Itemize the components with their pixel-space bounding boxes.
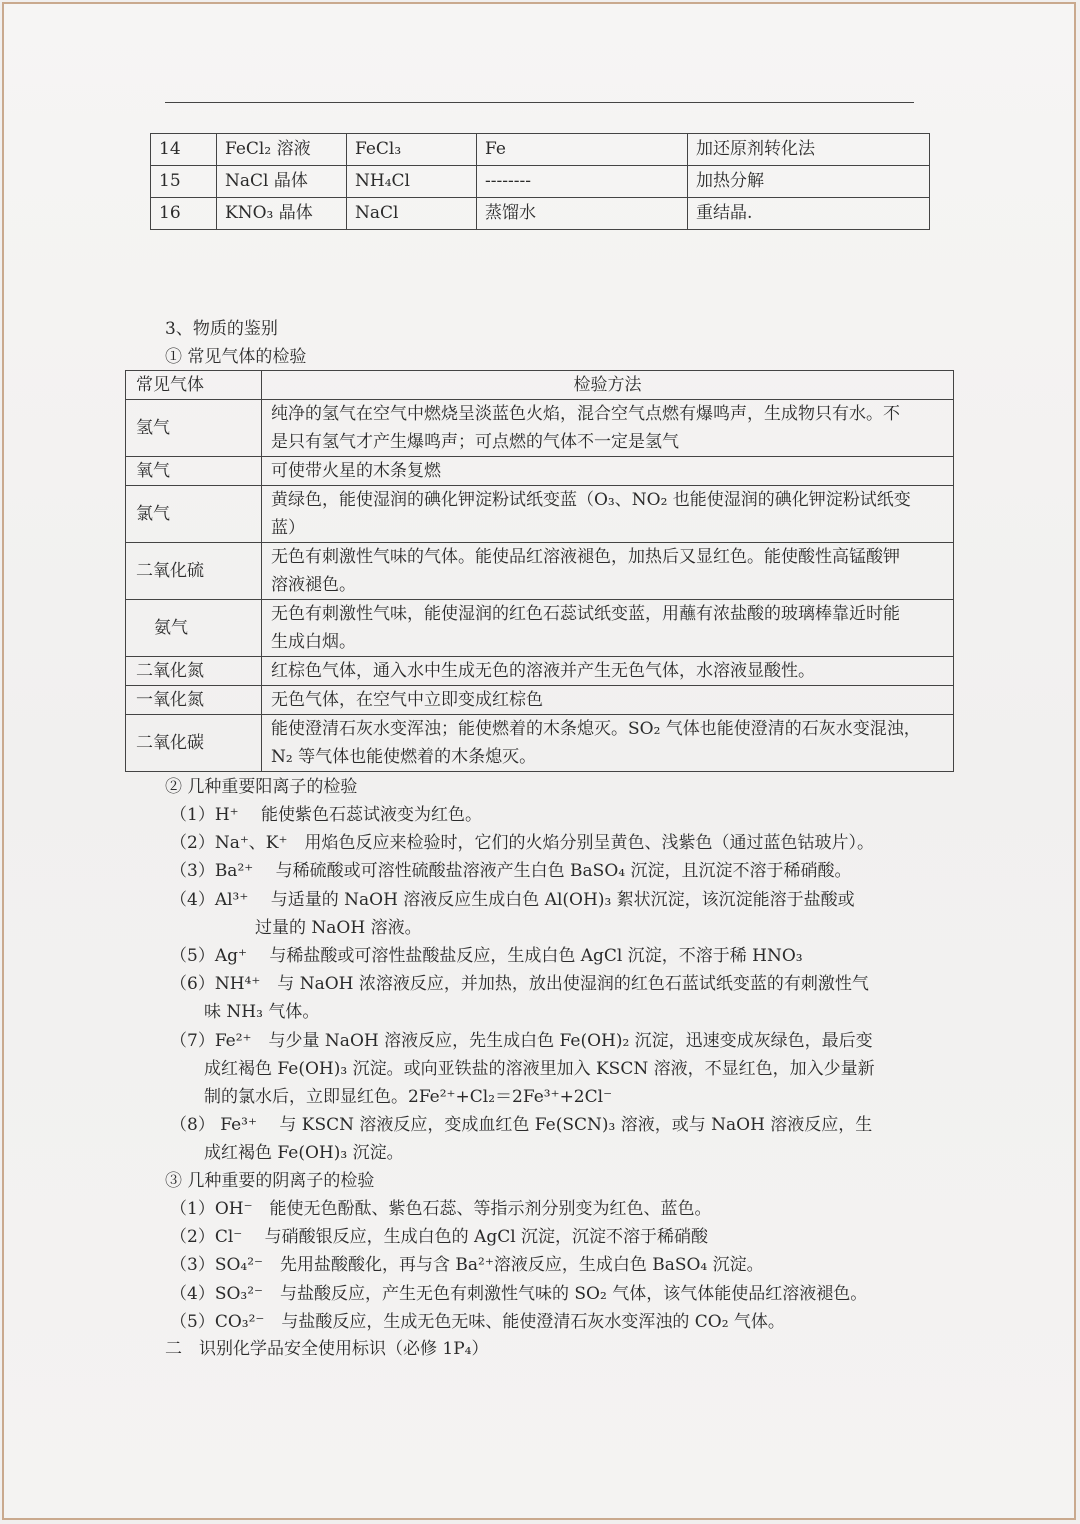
table-row: [151, 166, 930, 198]
table-header-row: [126, 371, 954, 400]
gas-name: 氧气: [126, 457, 262, 486]
cell-target: KNO₃ 晶体: [217, 198, 347, 230]
subsection-title-anions: ③ 几种重要的阴离子的检验: [165, 1171, 375, 1191]
table-row: [151, 198, 930, 230]
cell-impurity: FeCl₃: [347, 134, 477, 166]
table-row: [126, 715, 954, 772]
cell-reagent: --------: [477, 166, 688, 198]
list-item: （4）SO₃²⁻ 与盐酸反应，产生无色有刺激性气味的 SO₂ 气体，该气体能使品红溶液褪色。: [170, 1283, 868, 1304]
list-item: （1）OH⁻ 能使无色酚酞、紫色石蕊、等指示剂分别变为红色、蓝色。: [170, 1199, 712, 1219]
method-line: 无色有刺激性气味的气体。能使品红溶液褪色，加热后又显红色。能使酸性高锰酸钾: [271, 547, 900, 567]
list-item: 成红褐色 Fe(OH)₃ 沉淀。或向亚铁盐的溶液里加入 KSCN 溶液，不显红色，加入少量新: [170, 1058, 875, 1079]
cell-method: 加热分解: [688, 166, 930, 198]
separation-table: [150, 133, 930, 230]
list-item: （4）Al³⁺ 与适量的 NaOH 溶液反应生成白色 Al(OH)₃ 絮状沉淀，该沉淀能溶于盐酸或: [170, 889, 855, 910]
method-line: 蓝）: [271, 518, 305, 538]
list-item: 制的氯水后，立即显红色。2Fe²⁺+Cl₂＝2Fe³⁺+2Cl⁻: [170, 1087, 613, 1107]
cell-no: 16: [151, 198, 217, 230]
cell-no: 15: [151, 166, 217, 198]
method-line: 能使澄清石灰水变浑浊；能使燃着的木条熄灭。SO₂ 气体也能使澄清的石灰水变混浊，: [271, 719, 921, 739]
gas-method: [262, 400, 954, 457]
header-gas: 常见气体: [126, 371, 262, 400]
gas-name: 一氧化氮: [126, 686, 262, 715]
table-row: [151, 134, 930, 166]
table-row: [126, 686, 954, 715]
gas-name: 二氧化氮: [126, 657, 262, 686]
list-item: （1）H⁺ 能使紫色石蕊试液变为红色。: [170, 805, 483, 825]
table-row: [126, 457, 954, 486]
list-item: 味 NH₃ 气体。: [170, 1002, 320, 1023]
list-item: （6）NH⁴⁺ 与 NaOH 浓溶液反应，并加热，放出使湿润的红色石蓝试纸变蓝的有刺激性气: [170, 974, 869, 995]
gas-test-table: [125, 370, 954, 772]
table-row: [126, 400, 954, 457]
cell-method: 重结晶.: [688, 198, 930, 230]
cell-target: NaCl 晶体: [217, 166, 347, 198]
gas-method: [262, 486, 954, 543]
gas-method: [262, 686, 954, 715]
header-rule: [165, 102, 914, 103]
gas-name: 二氧化硫: [126, 543, 262, 600]
list-item: （5）Ag⁺ 与稀盐酸或可溶性盐酸盐反应，生成白色 AgCl 沉淀，不溶于稀 HNO₃: [170, 946, 803, 966]
gas-method: [262, 543, 954, 600]
list-item: （3）SO₄²⁻ 先用盐酸酸化，再与含 Ba²⁺溶液反应，生成白色 BaSO₄ 沉淀。: [170, 1255, 764, 1276]
list-item: （8） Fe³⁺ 与 KSCN 溶液反应，变成血红色 Fe(SCN)₃ 溶液，或与 NaOH 溶液反应，生: [170, 1115, 873, 1136]
gas-method: [262, 457, 954, 486]
table-row: [126, 657, 954, 686]
list-item: （7）Fe²⁺ 与少量 NaOH 溶液反应，先生成白色 Fe(OH)₂ 沉淀，迅速变成灰绿色，最后变: [170, 1030, 873, 1051]
gas-name: 氯气: [126, 486, 262, 543]
cell-reagent: Fe: [477, 134, 688, 166]
method-line: 是只有氢气才产生爆鸣声；可点燃的气体不一定是氢气: [271, 432, 679, 452]
subsection-title-cations: ② 几种重要阳离子的检验: [165, 777, 358, 797]
section-title-safety: 二 识别化学品安全使用标识（必修 1P₄）: [165, 1339, 489, 1359]
method-line: 溶液褪色。: [271, 575, 356, 595]
method-line: 黄绿色，能使湿润的碘化钾淀粉试纸变蓝（O₃、NO₂ 也能使湿润的碘化钾淀粉试纸变: [271, 490, 911, 510]
cell-impurity: NH₄Cl: [347, 166, 477, 198]
method-line: N₂ 等气体也能使燃着的木条熄灭。: [271, 747, 537, 767]
cell-impurity: NaCl: [347, 198, 477, 230]
list-item: 成红褐色 Fe(OH)₃ 沉淀。: [170, 1143, 404, 1164]
cell-no: 14: [151, 134, 217, 166]
gas-name: 氨气: [126, 600, 262, 657]
table-row: [126, 600, 954, 657]
method-line: 无色有刺激性气味，能使湿润的红色石蕊试纸变蓝，用蘸有浓盐酸的玻璃棒靠近时能: [271, 604, 900, 624]
header-method: 检验方法: [262, 371, 954, 400]
gas-method: [262, 600, 954, 657]
method-line: 可使带火星的木条复燃: [271, 461, 441, 481]
list-item: （5）CO₃²⁻ 与盐酸反应，生成无色无味、能使澄清石灰水变浑浊的 CO₂ 气体。: [170, 1311, 785, 1332]
cell-reagent: 蒸馏水: [477, 198, 688, 230]
gas-name: 氢气: [126, 400, 262, 457]
list-item: （2）Cl⁻ 与硝酸银反应，生成白色的 AgCl 沉淀，沉淀不溶于稀硝酸: [170, 1227, 709, 1248]
gas-name: 二氧化碳: [126, 715, 262, 772]
section-title: 3、物质的鉴别: [165, 319, 278, 339]
method-line: 红棕色气体，通入水中生成无色的溶液并产生无色气体，水溶液显酸性。: [271, 661, 815, 681]
method-line: 无色气体，在空气中立即变成红棕色: [271, 690, 543, 710]
list-item: （2）Na⁺、K⁺ 用焰色反应来检验时，它们的火焰分别呈黄色、浅紫色（通过蓝色钴玻片）。: [170, 833, 874, 854]
method-line: 纯净的氢气在空气中燃烧呈淡蓝色火焰，混合空气点燃有爆鸣声，生成物只有水。不: [271, 404, 900, 424]
method-line: 生成白烟。: [271, 632, 356, 652]
subsection-title-gases: ① 常见气体的检验: [165, 347, 307, 367]
cell-target: FeCl₂ 溶液: [217, 134, 347, 166]
table-row: [126, 486, 954, 543]
list-item: 过量的 NaOH 溶液。: [170, 917, 422, 938]
cell-method: 加还原剂转化法: [688, 134, 930, 166]
list-item: （3）Ba²⁺ 与稀硫酸或可溶性硫酸盐溶液产生白色 BaSO₄ 沉淀，且沉淀不溶于稀硝酸。: [170, 861, 852, 882]
table-row: [126, 543, 954, 600]
gas-method: [262, 715, 954, 772]
gas-method: [262, 657, 954, 686]
